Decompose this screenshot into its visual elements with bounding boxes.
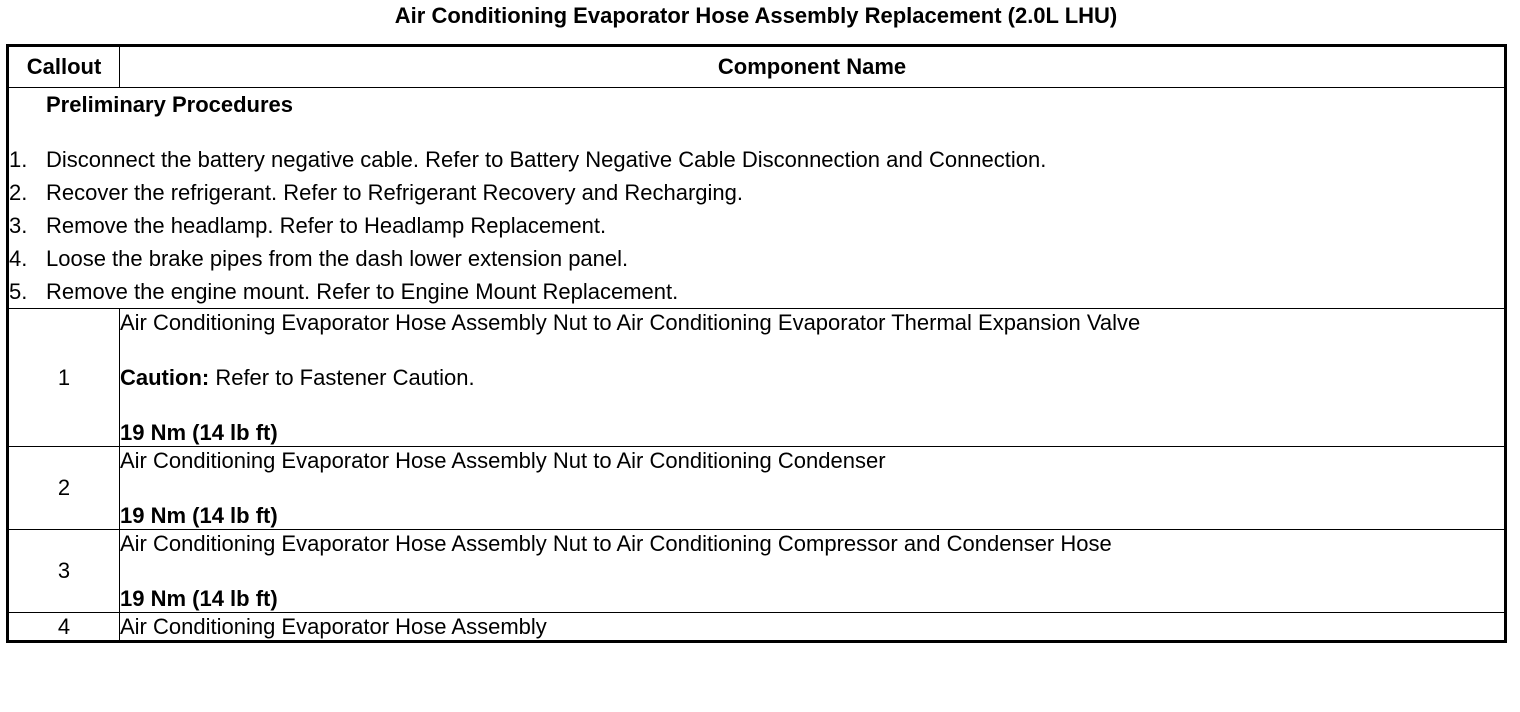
component-name: Air Conditioning Evaporator Hose Assembly Nut to Air Conditioning Compressor and Condenser Hose bbox=[120, 531, 1112, 556]
callout-number: 3 bbox=[8, 530, 120, 613]
list-item bbox=[9, 242, 1504, 275]
component-cell bbox=[120, 613, 1506, 642]
step-number: 3. bbox=[9, 213, 28, 238]
list-item bbox=[9, 209, 1504, 242]
step-text: Loose the brake pipes from the dash lower extension panel. bbox=[46, 246, 629, 271]
step-text: Remove the engine mount. Refer to Engine Mount Replacement. bbox=[46, 279, 679, 304]
component-name-column-header: Component Name bbox=[120, 46, 1506, 88]
callout-column-header: Callout bbox=[8, 46, 120, 88]
step-number: 4. bbox=[9, 246, 28, 271]
step-text: Disconnect the battery negative cable. Refer to Battery Negative Cable Disconnection and Connection. bbox=[46, 147, 1047, 172]
component-name: Air Conditioning Evaporator Hose Assembly bbox=[120, 614, 547, 639]
table-header-row bbox=[8, 46, 1506, 88]
component-cell bbox=[120, 530, 1506, 613]
step-text: Recover the refrigerant. Refer to Refrigerant Recovery and Recharging. bbox=[46, 180, 744, 205]
document-title: Air Conditioning Evaporator Hose Assembly Replacement (2.0L LHU) bbox=[394, 3, 1118, 28]
component-cell bbox=[120, 309, 1506, 447]
component-name: Air Conditioning Evaporator Hose Assembly Nut to Air Conditioning Condenser bbox=[120, 448, 886, 473]
torque-spec: 19 Nm (14 lb ft) bbox=[120, 503, 278, 528]
component-table bbox=[6, 44, 1507, 643]
callout-number: 4 bbox=[8, 613, 120, 642]
caution-text: Refer to Fastener Caution. bbox=[209, 365, 475, 390]
table-row bbox=[8, 447, 1506, 530]
component-name: Air Conditioning Evaporator Hose Assembly Nut to Air Conditioning Evaporator Thermal Expansion Valve bbox=[120, 310, 1141, 335]
torque-spec: 19 Nm (14 lb ft) bbox=[120, 420, 278, 445]
step-text: Remove the headlamp. Refer to Headlamp Replacement. bbox=[46, 213, 607, 238]
callout-number: 1 bbox=[8, 309, 120, 447]
preliminary-heading: Preliminary Procedures bbox=[46, 92, 294, 117]
torque-spec: 19 Nm (14 lb ft) bbox=[120, 586, 278, 611]
list-item bbox=[9, 275, 1504, 308]
caution-label: Caution: bbox=[120, 365, 210, 390]
table-row bbox=[8, 613, 1506, 642]
callout-number: 2 bbox=[8, 447, 120, 530]
table-row bbox=[8, 530, 1506, 613]
step-number: 5. bbox=[9, 279, 28, 304]
caution-note bbox=[120, 364, 1504, 391]
list-item bbox=[9, 176, 1504, 209]
table-row bbox=[8, 309, 1506, 447]
step-number: 1. bbox=[9, 147, 28, 172]
preliminary-procedures bbox=[8, 88, 1506, 309]
step-number: 2. bbox=[9, 180, 28, 205]
list-item bbox=[9, 143, 1504, 176]
preliminary-row bbox=[8, 88, 1506, 309]
component-cell bbox=[120, 447, 1506, 530]
